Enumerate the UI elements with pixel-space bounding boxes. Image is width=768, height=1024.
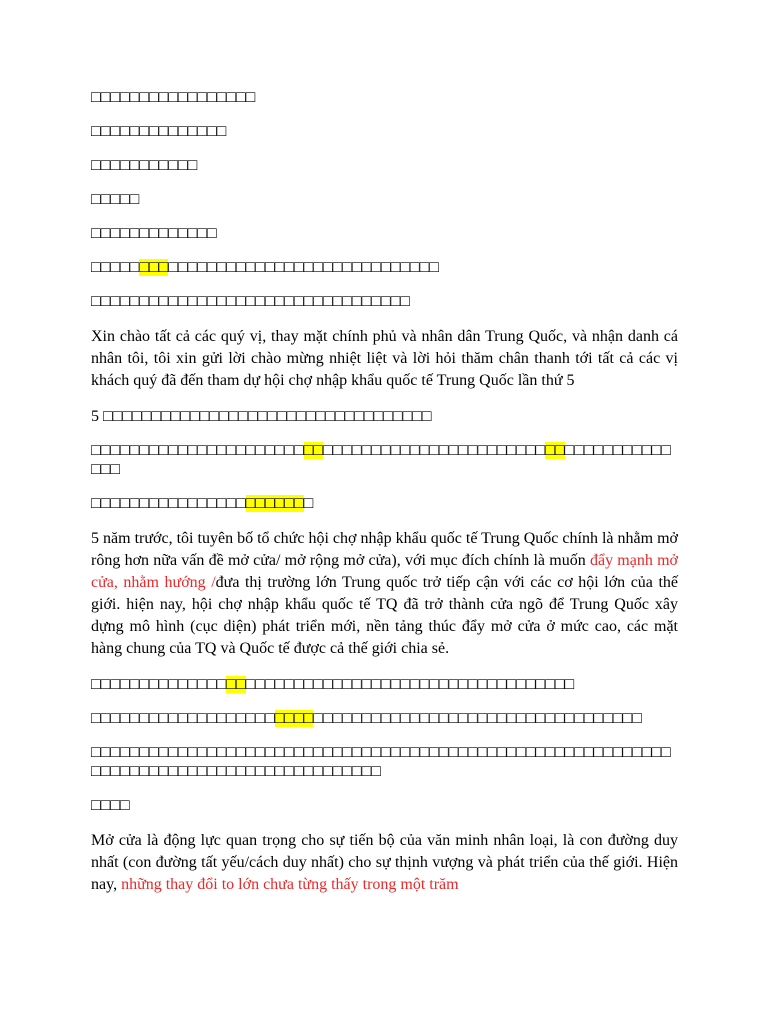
document-page (91, 88, 678, 911)
highlighted-text: □□ (303, 442, 323, 459)
text-segment: □ (303, 495, 314, 512)
paragraph-6 (91, 258, 678, 277)
paragraph-4 (91, 190, 678, 209)
text-segment: □□□□□ (91, 259, 140, 276)
text-segment: 5 năm trước, tôi tuyên bố tổ chức hội chợ nhập khẩu quốc tế Trung Quốc chính là nhằm mở rông hơn nữa vấn đề mở cửa/ mở rộng mở cửa), với mục đích chính là muốn (91, 530, 678, 569)
text-segment: □□□□□□□□□□□□□□□□□□□□□□□□□□□□□□□□□ (91, 293, 410, 310)
highlighted-text: □□ (226, 676, 246, 693)
paragraph-12-vietnamese (91, 528, 678, 660)
paragraph-16 (91, 796, 678, 815)
paragraph-13 (91, 675, 678, 694)
text-segment: □□□□□□□□□□□□□ (91, 225, 217, 242)
text-segment: □□□□□□□□□□□□□□□□□□□□□□ (91, 442, 304, 459)
text-segment: □□□□□□□□□□□□□□□□□□□□□□□□□□□□□□□□□□ (313, 710, 642, 727)
paragraph-10 (91, 441, 678, 479)
highlighted-text: □□□ (139, 259, 169, 276)
text-segment: □□□□□□□□□□□□□□□□□□□□□□□ (322, 442, 546, 459)
paragraph-2 (91, 122, 678, 141)
text-segment: □□□□□□□□□□□□□□ (91, 123, 227, 140)
highlighted-text: □□□□□□ (245, 495, 304, 512)
paragraph-1 (91, 88, 678, 107)
text-segment: □□□□□□□□□□□□□□ (91, 442, 671, 478)
highlighted-text: □□□□ (274, 710, 314, 727)
red-text: những thay đổi to lớn chưa từng thấy trong một trăm (121, 876, 459, 893)
text-segment: Mở cửa là động lực quan trọng cho sự tiến bộ của văn minh nhân loại, là con đường duy nhất (con đường tất yếu/cách duy nhất) cho sự thịnh vượng và phát triển của thế giới. Hiện nay, (91, 832, 678, 893)
paragraph-5 (91, 224, 678, 243)
text-segment: □□□□□□□□□□□□□□□□□□□□□□□□□□□□ (168, 259, 439, 276)
text-segment: Xin chào tất cả các quý vị, thay mặt chính phủ và nhân dân Trung Quốc, và nhận danh cá nhân tôi, tôi xin gửi lời chào mừng nhiệt liệt và lời hỏi thăm chân thanh tới tất cả các vị khách quý đã đến tham dự hội chợ nhập khẩu quốc tế Trung Quốc lần thứ 5 (91, 328, 678, 389)
text-segment: □□□□□□□□□□□□□□□□□ (91, 89, 256, 106)
paragraph-7 (91, 292, 678, 311)
text-segment: 5 □□□□□□□□□□□□□□□□□□□□□□□□□□□□□□□□□□ (91, 408, 432, 425)
text-segment: □□□□□ (91, 191, 140, 208)
text-segment: □□□□□□□□□□□□□□□□ (91, 495, 246, 512)
text-segment: đưa thị trường lớn Trung quốc trở tiếp cận với các cơ hội lớn của thế giới. hiện nay, hội chợ nhập khẩu quốc tế TQ đã trở thành cửa ngõ để Trung Quốc xây dựng mô hình (cục diện) phát triển mới, nền tảng thúc đẩy mở cửa ở mức cao, các mặt hàng chung của TQ và Quốc tế được cả thế giới chia sẻ. (91, 574, 679, 657)
paragraph-9 (91, 407, 678, 426)
text-segment: □□□□□□□□□□□□□□□□□□□ (91, 710, 275, 727)
paragraph-15 (91, 743, 678, 781)
paragraph-3 (91, 156, 678, 175)
red-text: đẩy mạnh mở cửa, nhằm hướng / (91, 552, 679, 591)
text-segment: □□□□□□□□□□□□□□ (91, 676, 227, 693)
text-segment: □□□□□□□□□□□□□□□□□□□□□□□□□□□□□□□□□□□□□□□□□□□□□□□□□□□□□□□□□□□□□□□□□□□□□□□□□□□□□□□□□□□□□□□□□□ (91, 744, 671, 780)
paragraph-14 (91, 709, 678, 728)
paragraph-11 (91, 494, 678, 513)
text-segment: □□□□□□□□□□□ (91, 157, 198, 174)
text-segment: □□□□□□□□□□□□□□□□□□□□□□□□□□□□□□□□□□ (245, 676, 575, 693)
text-segment: □□□□ (91, 797, 130, 814)
paragraph-17-vietnamese (91, 830, 678, 896)
highlighted-text: □□ (545, 442, 565, 459)
paragraph-8-vietnamese (91, 326, 678, 392)
